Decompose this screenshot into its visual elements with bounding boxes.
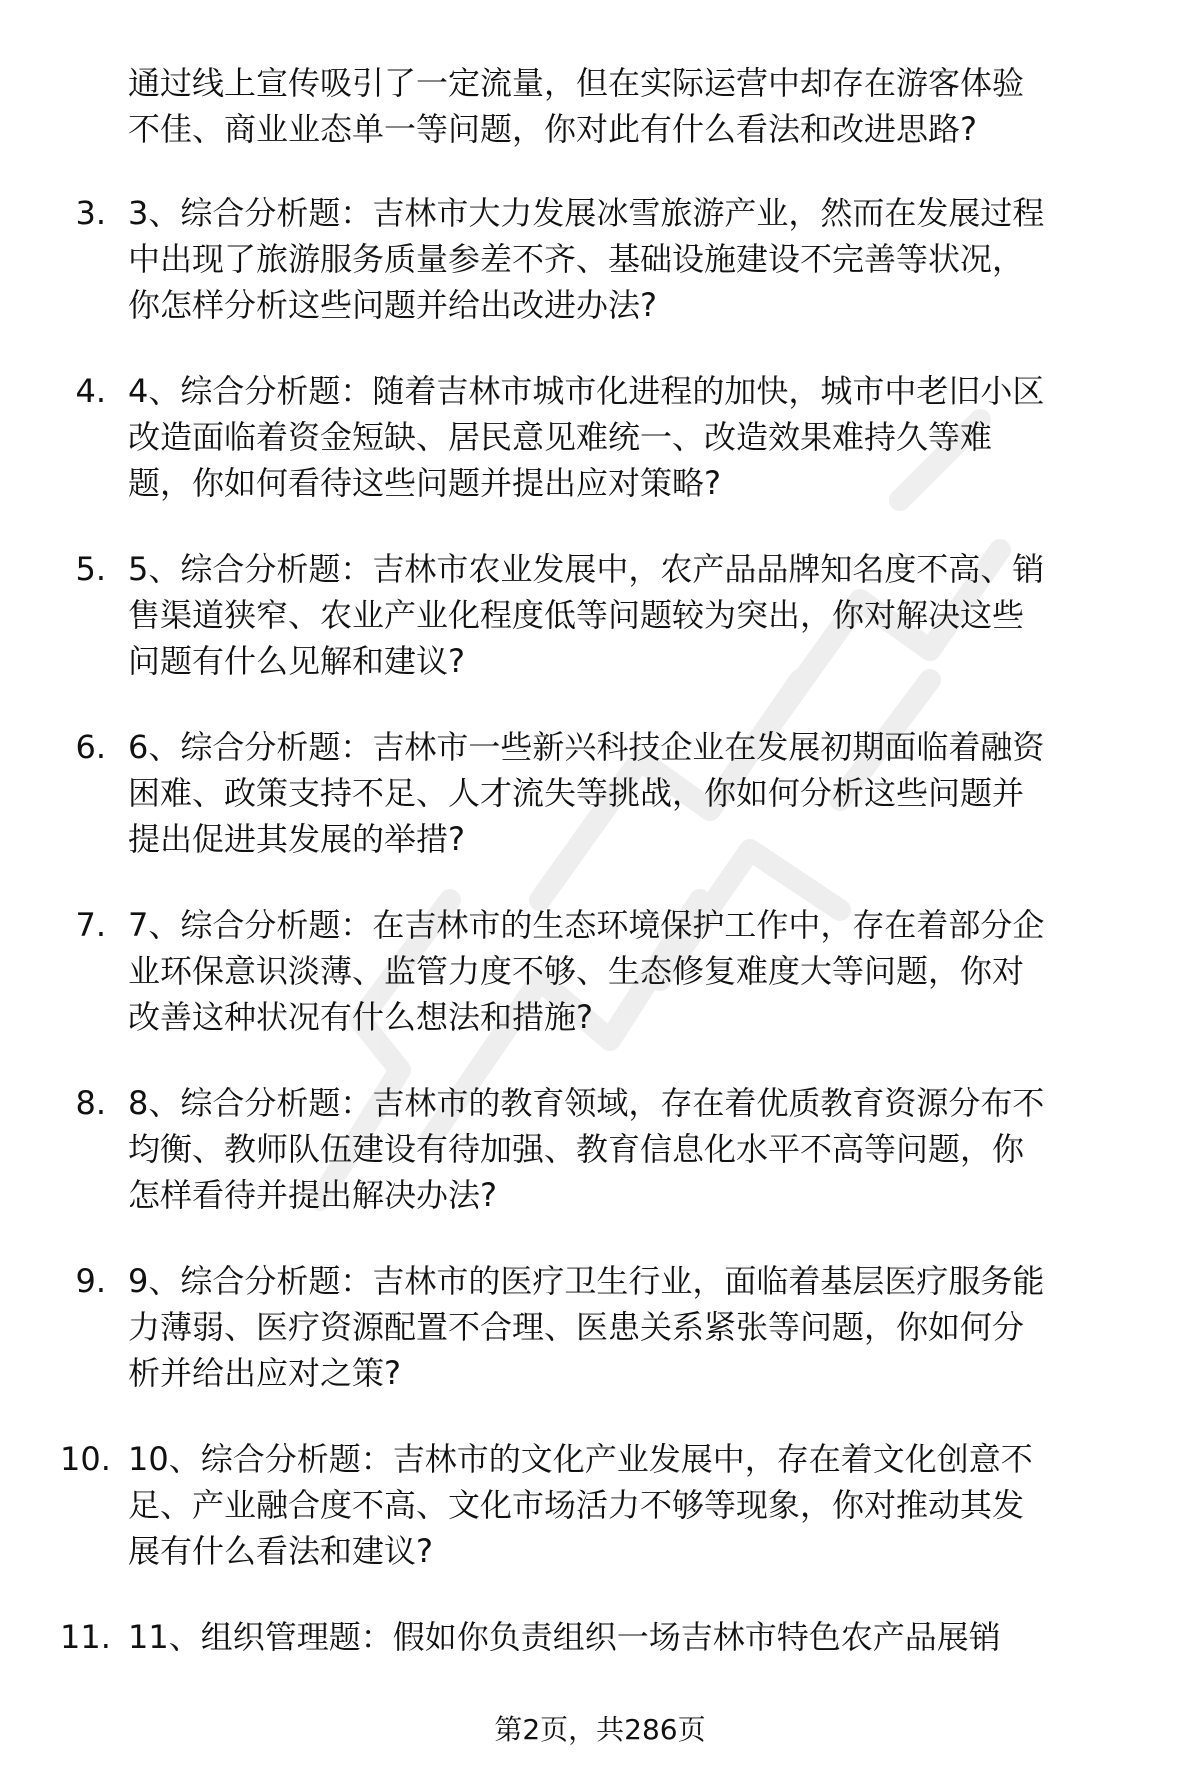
list-item-text: 4、综合分析题：随着吉林市城市化进程的加快，城市中老旧小区 改造面临着资金短缺、居民意见难统一、改造效果难持久等难 题，你如何看待这些问题并提出应对策略? (128, 372, 1045, 502)
page-number-footer: 第2页，共286页 (494, 1713, 706, 1746)
list-item (0, 1614, 1200, 1792)
list-item-text: 11、组织管理题：假如你负责组织一场吉林市特色农产品展销 (128, 1618, 1001, 1656)
list-item-text: 7、综合分析题：在吉林市的生态环境保护工作中，存在着部分企 业环保意识淡薄、监管力度不够、生态修复难度大等问题，你对 改善这种状况有什么想法和措施? (128, 906, 1045, 1036)
list-item-number: 5. (75, 550, 106, 588)
list-item-text: 3、综合分析题：吉林市大力发展冰雪旅游产业，然而在发展过程 中出现了旅游服务质量参差不齐、基础设施建设不完善等状况， 你怎样分析这些问题并给出改进办法? (128, 194, 1045, 324)
list-item-text: 9、综合分析题：吉林市的医疗卫生行业，面临着基层医疗服务能 力薄弱、医疗资源配置不合理、医患关系紧张等问题，你如何分 析并给出应对之策? (128, 1262, 1045, 1392)
list-item-number: 9. (75, 1262, 106, 1300)
list-item-number: 4. (75, 372, 106, 410)
list-item-text: 8、综合分析题：吉林市的教育领域，存在着优质教育资源分布不 均衡、教师队伍建设有待加强、教育信息化水平不高等问题，你 怎样看待并提出解决办法? (128, 1084, 1045, 1214)
list-item (0, 190, 1200, 368)
list-item (0, 1258, 1200, 1436)
list-item (0, 1436, 1200, 1614)
continuation-paragraph: 通过线上宣传吸引了一定流量，但在实际运营中却存在游客体验 不佳、商业业态单一等问题，你对此有什么看法和改进思路? (128, 64, 1025, 148)
list-item-text: 5、综合分析题：吉林市农业发展中，农产品品牌知名度不高、销 售渠道狭窄、农业产业化程度低等问题较为突出，你对解决这些 问题有什么见解和建议? (128, 550, 1045, 680)
list-item-number: 8. (75, 1084, 106, 1122)
list-item-text: 10、综合分析题：吉林市的文化产业发展中，存在着文化创意不 足、产业融合度不高、文化市场活力不够等现象，你对推动其发 展有什么看法和建议? (128, 1440, 1033, 1570)
list-item-number: 3. (75, 194, 106, 232)
list-item (0, 724, 1200, 902)
list-item-number: 6. (75, 728, 106, 766)
list-item-text: 6、综合分析题：吉林市一些新兴科技企业在发展初期面临着融资 困难、政策支持不足、人才流失等挑战，你如何分析这些问题并 提出促进其发展的举措? (128, 728, 1045, 858)
list-item-number: 10. (60, 1440, 111, 1478)
list-item (0, 546, 1200, 724)
list-item-number: 11. (60, 1618, 111, 1656)
list-item-number: 7. (75, 906, 106, 944)
question-list (0, 190, 1200, 1792)
list-item (0, 902, 1200, 1080)
list-item (0, 1080, 1200, 1258)
list-item (0, 368, 1200, 546)
